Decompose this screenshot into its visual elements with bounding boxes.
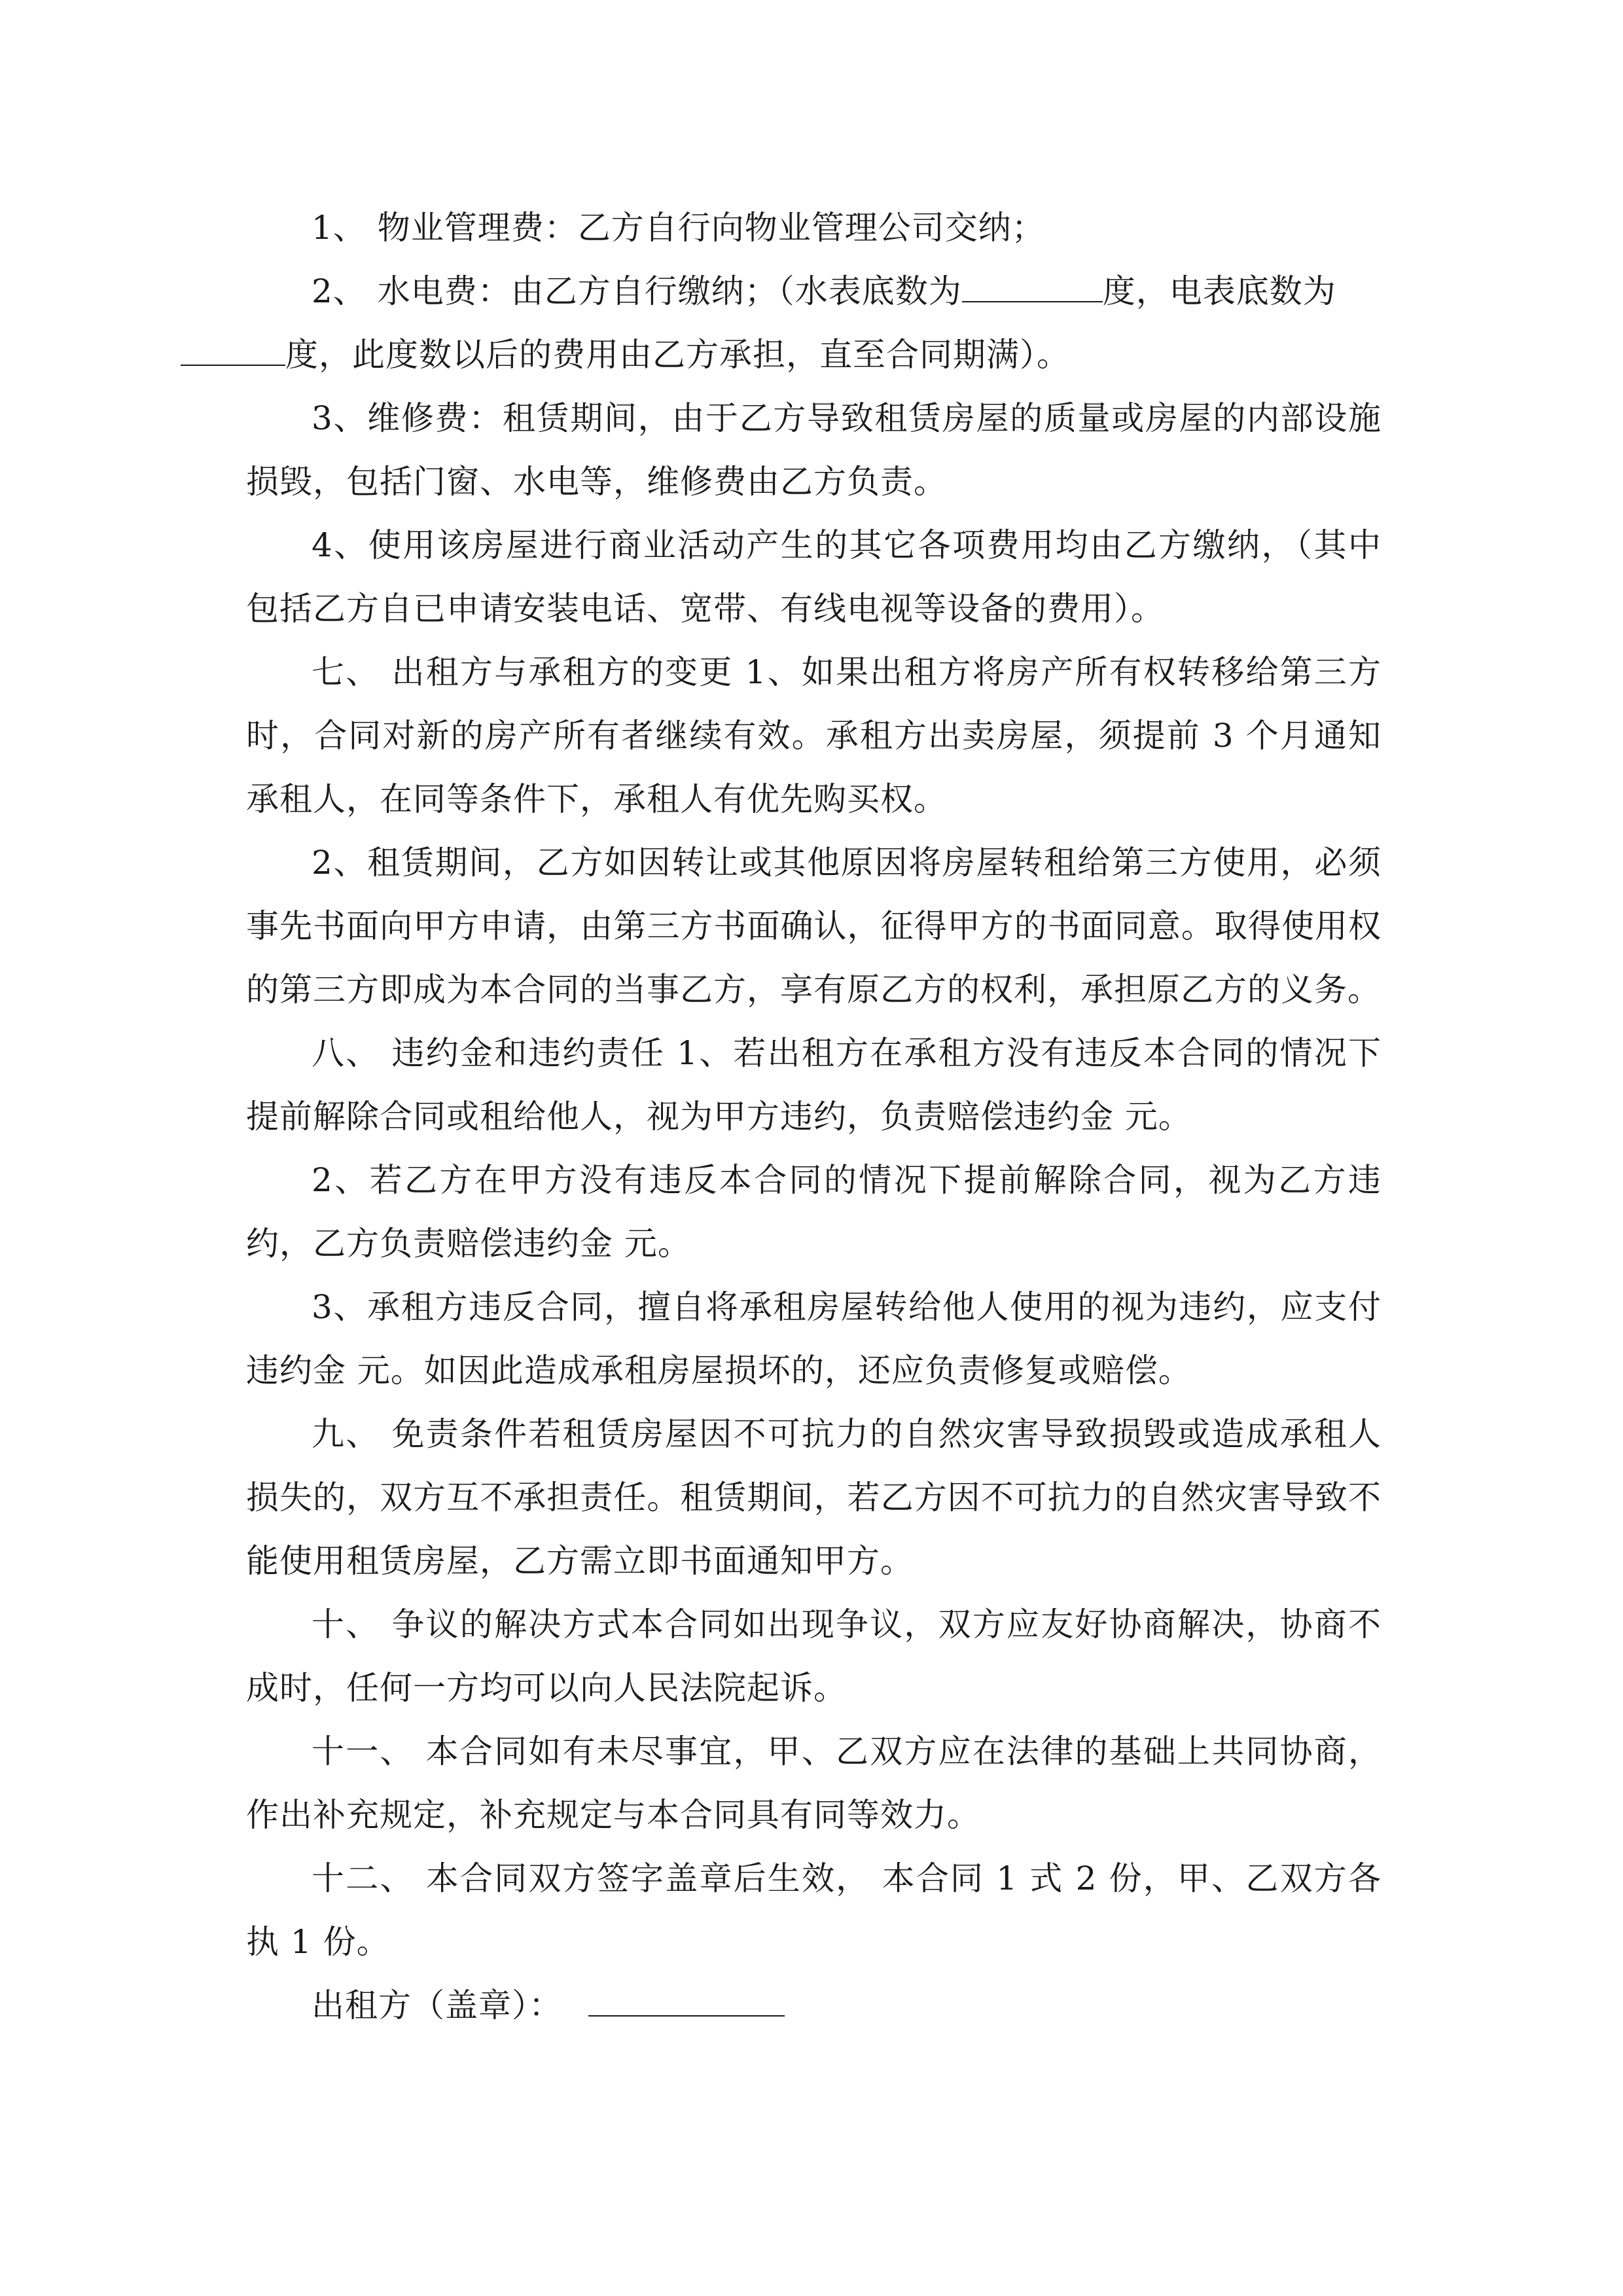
clause-sublease: 2、租赁期间，乙方如因转让或其他原因将房屋转租给第三方使用，必须事先书面向甲方申请，由第三方书面确认，征得甲方的书面同意。取得使用权的第三方即成为本合同的当事乙方，享有原乙方的权利，承担原乙方的义务。 [246,844,1382,1009]
contract-page [246,196,1382,2037]
lessor-seal-label: 出租方（盖章）： [312,1986,562,2024]
clause-twelve-effect: 十二、 本合同双方签字盖章后生效， 本合同 1 式 2 份，甲、乙双方各执 1 份。 [246,1859,1382,1961]
clause-seven-change: 七、 出租方与承租方的变更 1、如果出租方将房产所有权转移给第三方时，合同对新的房产所有者继续有效。承租方出卖房屋，须提前 3 个月通知承租人，在同等条件下，承租人有优先购买权。 [246,653,1382,818]
electric-meter-blank[interactable] [181,334,285,366]
clause-eleven-supplement: 十一、 本合同如有未尽事宜，甲、乙双方应在法律的基础上共同协商，作出补充规定，补充规定与本合同具有同等效力。 [246,1732,1382,1834]
clause-maintenance-fee: 3、维修费：租赁期间，由于乙方导致租赁房屋的质量或房屋的内部设施损毁，包括门窗、水电等，维修费由乙方负责。 [246,399,1382,501]
utility-fee-text-c: 度，此度数以后的费用由乙方承担，直至合同期满）。 [285,336,1070,374]
clause-other-fees: 4、使用该房屋进行商业活动产生的其它各项费用均由乙方缴纳，（其中包括乙方自已申请安装电话、宽带、有线电视等设备的费用）。 [246,526,1382,628]
clause-unauthorized-transfer: 3、承租方违反合同，擅自将承租房屋转给他人使用的视为违约，应支付违约金 元。如因此造成承租房屋损坏的，还应负责修复或赔偿。 [246,1288,1382,1390]
clause-utility-fee [246,260,1382,387]
lessor-signature-line [246,1974,1382,2037]
utility-fee-text-a: 2、 水电费：由乙方自行缴纳；（水表底数为 [312,272,962,310]
clause-eight-breach: 八、 违约金和违约责任 1、若出租方在承租方没有违反本合同的情况下提前解除合同或租给他人，视为甲方违约，负责赔偿违约金 元。 [246,1034,1382,1136]
clause-nine-force-majeure: 九、 免责条件若租赁房屋因不可抗力的自然灾害导致损毁或造成承租人损失的，双方互不承担责任。租赁期间，若乙方因不可抗力的自然灾害导致不能使用租赁房屋，乙方需立即书面通知甲方。 [246,1415,1382,1580]
clause-property-fee: 1、 物业管理费：乙方自行向物业管理公司交纳； [312,209,1045,247]
clause-lessee-breach: 2、若乙方在甲方没有违反本合同的情况下提前解除合同，视为乙方违约，乙方负责赔偿违约金 元。 [246,1161,1382,1263]
lessor-signature-blank[interactable] [588,1985,785,2017]
water-meter-blank[interactable] [962,271,1103,302]
clause-ten-dispute: 十、 争议的解决方式本合同如出现争议，双方应友好协商解决，协商不成时，任何一方均可以向人民法院起诉。 [246,1605,1382,1707]
utility-fee-text-b: 度，电表底数为 [1102,272,1336,310]
